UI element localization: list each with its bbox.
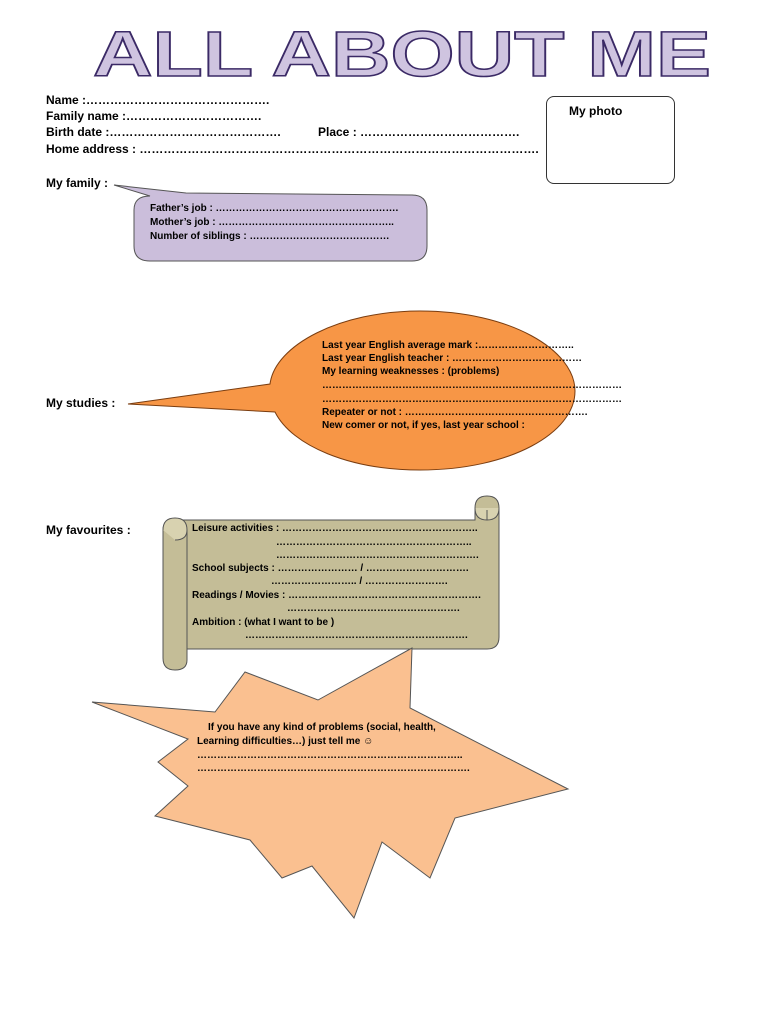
place-field[interactable]: Place : …………………………………. bbox=[318, 125, 520, 139]
family-label: My family : bbox=[46, 176, 109, 190]
school-subjects-field[interactable]: School subjects : …………………… / …………………………. bbox=[192, 563, 469, 574]
readings-line-2[interactable]: ……………………………………………. bbox=[287, 603, 460, 614]
fathers-job-field[interactable]: Father’s job : ………………………………………………. bbox=[150, 203, 399, 214]
english-mark-field[interactable]: Last year English average mark :……………………….. bbox=[322, 340, 574, 351]
leisure-field[interactable]: Leisure activities : ………………………………………………….. bbox=[192, 523, 478, 534]
problems-starburst bbox=[92, 648, 568, 918]
birth-date-field[interactable]: Birth date :……………………………………. bbox=[46, 125, 281, 139]
problems-line-1: If you have any kind of problems (social, health, bbox=[208, 722, 436, 733]
page-title-text: ALL ABOUT ME bbox=[93, 28, 711, 80]
leisure-line-2[interactable]: ………………………………………………….. bbox=[276, 537, 472, 548]
repeater-field[interactable]: Repeater or not : ………………………………………………. bbox=[322, 407, 588, 418]
home-address-field[interactable]: Home address : ………………………………………………………………………………………. bbox=[46, 142, 539, 156]
favourites-label: My favourites : bbox=[46, 523, 131, 537]
weaknesses-line-1[interactable]: ……………………………………………………………………………… bbox=[322, 380, 622, 391]
ambition-field[interactable]: …………………………………………………………. bbox=[245, 630, 468, 641]
leisure-line-3[interactable]: ……………………………………………………. bbox=[276, 550, 479, 561]
weaknesses-line-2[interactable]: ……………………………………………………………………………… bbox=[322, 394, 622, 405]
problems-answer-1[interactable]: …………………………………………………………………….. bbox=[197, 750, 463, 761]
studies-label: My studies : bbox=[46, 396, 116, 410]
new-comer-field[interactable]: New comer or not, if yes, last year school : bbox=[322, 420, 525, 431]
problems-answer-2[interactable]: ………………………………………………………………………. bbox=[197, 763, 470, 774]
weaknesses-label: My learning weaknesses : (problems) bbox=[322, 366, 500, 377]
readings-field[interactable]: Readings / Movies : …………………………………………………. bbox=[192, 590, 481, 601]
name-field[interactable]: Name :………………………………………. bbox=[46, 93, 270, 107]
family-name-field[interactable]: Family name :……………………………. bbox=[46, 109, 262, 123]
ambition-label: Ambition : (what I want to be ) bbox=[192, 617, 335, 628]
english-teacher-field[interactable]: Last year English teacher : ………………………………… bbox=[322, 353, 583, 364]
siblings-field[interactable]: Number of siblings : …………………………………… bbox=[150, 231, 390, 242]
photo-label: My photo bbox=[569, 104, 623, 118]
school-subjects-line-2[interactable]: …………………….. / ……………………. bbox=[271, 576, 448, 587]
mothers-job-field[interactable]: Mother’s job : …………………………………………….. bbox=[150, 217, 394, 228]
problems-line-2: Learning difficulties…) just tell me ☺ bbox=[197, 736, 374, 747]
